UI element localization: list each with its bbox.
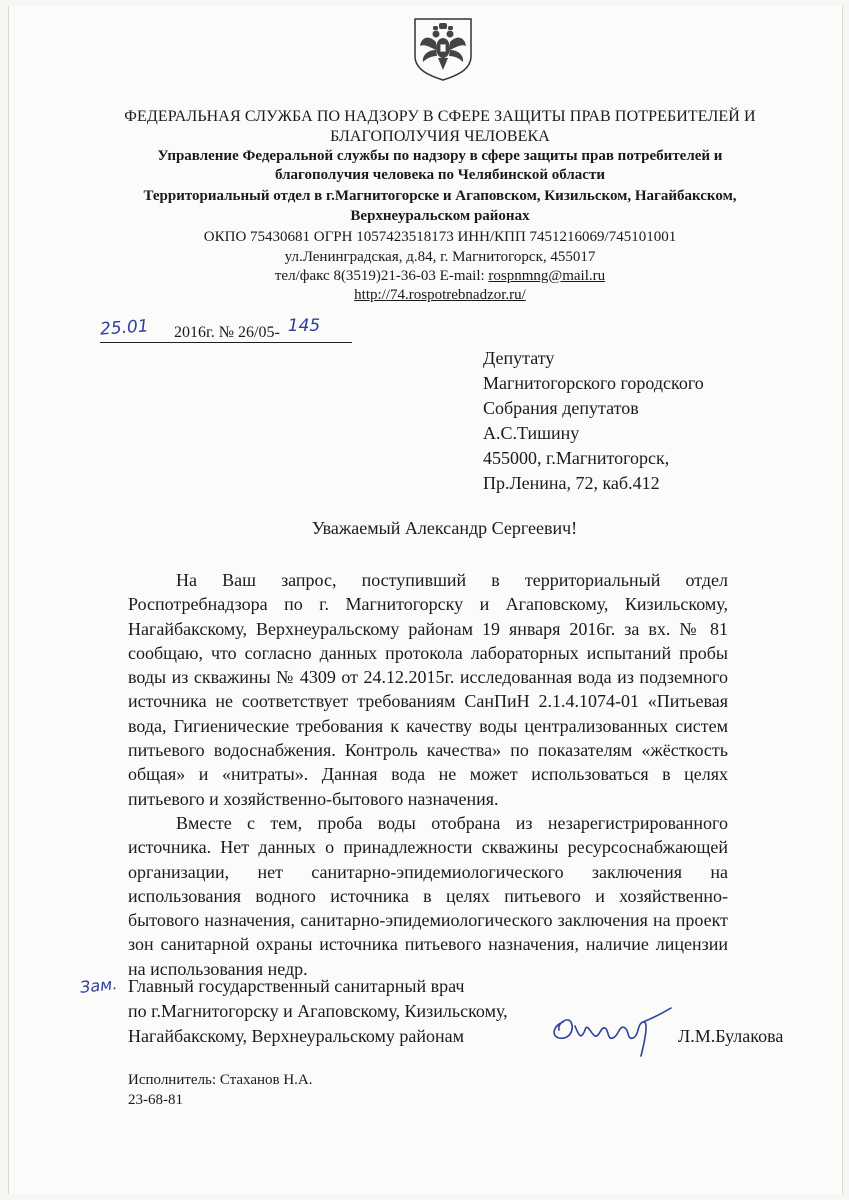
body-paragraph: На Ваш запрос, поступивший в территориальный отдел Роспотребнадзора по г. Магнитогорску и Агаповскому, Кизильскому, Нагайбакскому, Верхнеуральскому районам 19 января 2016г. за вх. № 81 сообщаю, что согласно данных протокола лабораторных испытаний пробы воды из скважины № 4309 от 24.12.2015г. исследованная вода из подземного источника не соответствует требованиям СанПиН 2.1.4.1074-01 «Питьевая вода, Гигиенические требования к качеству воды централизованных систем питьевого водоснабжения. Контроль качества» по показателям «жёсткость общая» и «нитраты». Данная вода не может использоваться в целях питьевого и хозяйственно-бытового назначения. <box>128 570 728 809</box>
handwritten-date: 25.01 <box>99 316 150 340</box>
executor-block <box>128 1070 313 1110</box>
number-field <box>280 316 352 343</box>
handwritten-initials: Зам. <box>79 974 119 997</box>
executor-name: Исполнитель: Стаханов Н.А. <box>128 1072 313 1088</box>
signatory-title <box>128 974 508 1049</box>
website-link[interactable]: http://74.rospotrebnadzor.ru/ <box>354 287 526 303</box>
addressee-line: А.С.Тишину <box>483 423 580 443</box>
signatory-title-line: по г.Магнитогорску и Агаповскому, Кизильскому, <box>128 1001 508 1021</box>
phone-fax: тел/факс 8(3519)21-36-03 E-mail: <box>274 268 489 284</box>
body-paragraph: Вместе с тем, проба воды отобрана из незарегистрированного источника. Нет данных о принадлежности скважины ресурсоснабжающей организации, нет санитарно-эпидемиологического заключения на использования водного источника в целях питьевого и хозяйственно-бытового назначения, санитарно-эпидемиологического заключения на проект зон санитарной охраны источника питьевого назначения, наличие лицензии на использования недр. <box>128 812 728 979</box>
executor-phone: 23-68-81 <box>128 1092 183 1108</box>
website-line <box>100 287 780 304</box>
division-line1: Территориальный отдел в г.Магнитогорске и Агаповском, Кизильском, Нагайбакском, <box>143 188 737 204</box>
signatory-name: Л.М.Булакова <box>678 1026 784 1046</box>
date-field <box>99 316 174 343</box>
department-line2: благополучия человека по Челябинской области <box>275 167 605 183</box>
addressee-line: Пр.Ленина, 72, каб.412 <box>483 473 660 493</box>
agency-name-line2: БЛАГОПОЛУЧИЯ ЧЕЛОВЕКА <box>330 128 550 145</box>
postal-address: ул.Ленинградская, д.84, г. Магнитогорск, 455017 <box>284 249 596 265</box>
email-link[interactable]: rospnmng@mail.ru <box>488 268 606 284</box>
coat-of-arms-icon <box>412 16 474 82</box>
outgoing-number <box>99 316 352 343</box>
signatory-title-line: Нагайбакскому, Верхнеуральскому районам <box>128 1026 465 1046</box>
contacts-line <box>100 268 780 285</box>
addressee-line: Депутату <box>483 348 555 368</box>
addressee-line: 455000, г.Магнитогорск, <box>483 448 670 468</box>
department-line1: Управление Федеральной службы по надзору в сфере защиты прав потребителей и <box>157 148 723 164</box>
addressee-line: Собрания депутатов <box>483 398 639 418</box>
division-line2: Верхнеуральском районах <box>350 208 530 224</box>
addressee-line: Магнитогорского городского <box>483 373 704 393</box>
greeting: Уважаемый Александр Сергеевич! <box>311 518 578 538</box>
signatory-title-line: Главный государственный санитарный врач <box>128 976 465 996</box>
registration-codes: ОКПО 75430681 ОГРН 1057423518173 ИНН/КПП 7451216069/745101001 <box>203 229 677 245</box>
handwritten-number: 145 <box>287 316 321 336</box>
letter-body <box>128 568 728 981</box>
outgoing-printed: 2016г. № 26/05- <box>174 324 280 341</box>
agency-name-line1: ФЕДЕРАЛЬНАЯ СЛУЖБА ПО НАДЗОРУ В СФЕРЕ ЗАЩИТЫ ПРАВ ПОТРЕБИТЕЛЕЙ И <box>124 108 756 125</box>
handwritten-signature <box>545 1000 685 1060</box>
addressee-block <box>483 346 704 496</box>
